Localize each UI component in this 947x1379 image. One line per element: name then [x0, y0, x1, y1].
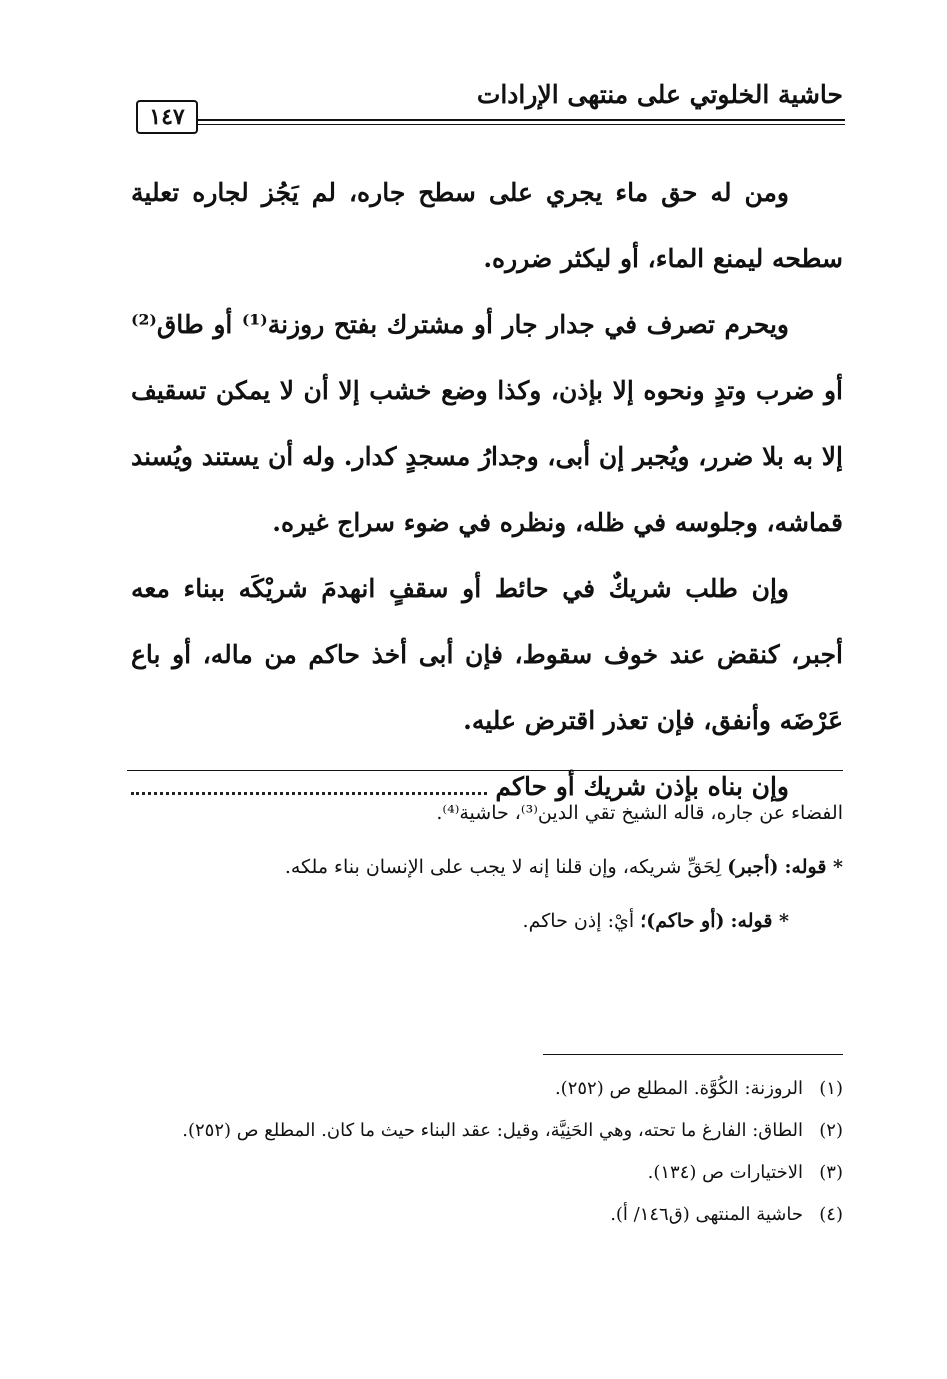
header-rule [198, 119, 845, 121]
note-text: أيْ: إذن حاكم. [522, 910, 635, 932]
note-marker: * قوله: [784, 856, 843, 878]
main-text [131, 160, 843, 820]
footnote-2 [127, 1110, 843, 1152]
footnote-text: الاختيارات ص (١٣٤). [647, 1162, 803, 1183]
note-ajbar [127, 840, 843, 894]
running-title: حاشية الخلوتي على منتهى الإرادات [476, 80, 843, 109]
footnote-1 [127, 1068, 843, 1110]
note-quote: (أو حاكم)؛ [640, 910, 725, 932]
footnote-text: الطاق: الفارغ ما تحته، وهي الحَنِيَّة، وقيل: عقد البناء حيث ما كان. المطلع ص (٢٥٢). [182, 1120, 803, 1141]
page-number: ١٤٧ [136, 100, 198, 134]
note-continuation: الفضاء عن جاره، قاله الشيخ تقي الدين⁽³⁾، حاشية⁽⁴⁾. [436, 802, 843, 824]
paragraph-2: ويحرم تصرف في جدار جار أو مشترك بفتح روزنة⁽¹⁾ أو طاق⁽²⁾ أو ضرب وتدٍ ونحوه إلا بإذن، وكذا وضع خشب إلا أن لا يمكن تسقيف إلا به بلا ضرر، ويُجبر إن أبى، وجدارُ مسجدٍ كدار. وله أن يستند ويُسند قماشه، وجلوسه في ظله، ونظره في ضوء سراج غيره. [131, 310, 843, 537]
note-aw-hakim [127, 894, 843, 948]
footnote-number: (٤) [819, 1204, 843, 1225]
footnotes [127, 1068, 843, 1236]
margin-notes [127, 786, 843, 948]
note-marker: * قوله: [730, 910, 789, 932]
paragraph-1: ومن له حق ماء يجري على سطح جاره، لم يَجُز لجاره تعلية سطحه ليمنع الماء، أو ليكثر ضرره. [131, 178, 843, 273]
text-separator-rule [127, 770, 843, 771]
footnote-number: (٣) [819, 1162, 843, 1183]
paragraph-3: وإن طلب شريكٌ في حائط أو سقفٍ انهدمَ شريْكَه ببناء معه أجبر، كنقض عند خوف سقوط، فإن أبى أخذ حاكم من ماله، أو باع عَرْضَه وأنفق، فإن تعذر اقترض عليه. [131, 574, 843, 735]
note-quote: (أجبر) [727, 856, 779, 878]
footnote-rule [543, 1054, 843, 1055]
footnote-3 [127, 1152, 843, 1194]
footnote-number: (٢) [819, 1120, 843, 1141]
footnote-4 [127, 1194, 843, 1236]
footnote-text: حاشية المنتهى (ق١٤٦/ أ). [610, 1204, 803, 1225]
note-text: لِحَقِّ شريكه، وإن قلنا إنه لا يجب على الإنسان بناء ملكه. [284, 856, 722, 878]
header-rule-thin [198, 124, 845, 125]
paragraph-4-text: وإن بناه بإذن شريك أو حاكم [495, 772, 789, 801]
footnote-text: الروزنة: الكُوَّة. المطلع ص (٢٥٢). [554, 1078, 803, 1099]
footnote-number: (١) [819, 1078, 843, 1099]
